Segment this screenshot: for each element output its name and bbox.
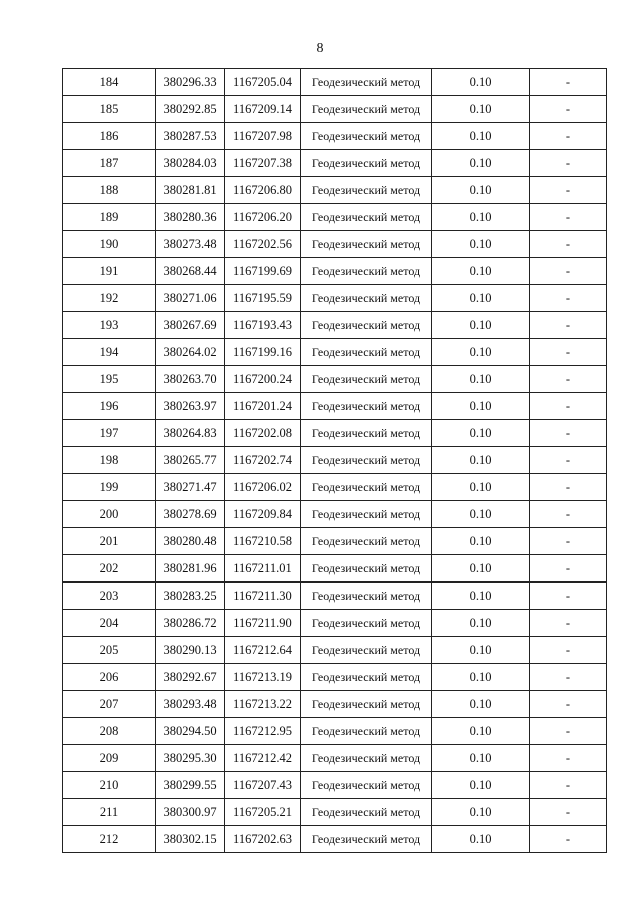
note-cell: - <box>530 691 607 718</box>
x-coordinate-cell: 380299.55 <box>156 772 225 799</box>
method-cell: Геодезический метод <box>301 285 432 312</box>
point-number-cell: 188 <box>63 177 156 204</box>
point-number-cell: 189 <box>63 204 156 231</box>
note-cell: - <box>530 366 607 393</box>
method-cell: Геодезический метод <box>301 204 432 231</box>
table-row <box>63 123 607 150</box>
note-cell: - <box>530 528 607 555</box>
table-row <box>63 96 607 123</box>
note-cell: - <box>530 718 607 745</box>
method-cell: Геодезический метод <box>301 691 432 718</box>
x-coordinate-cell: 380268.44 <box>156 258 225 285</box>
y-coordinate-cell: 1167202.56 <box>225 231 301 258</box>
y-coordinate-cell: 1167202.63 <box>225 826 301 853</box>
table-row <box>63 258 607 285</box>
y-coordinate-cell: 1167205.04 <box>225 69 301 96</box>
y-coordinate-cell: 1167212.64 <box>225 637 301 664</box>
x-coordinate-cell: 380287.53 <box>156 123 225 150</box>
error-cell: 0.10 <box>432 339 530 366</box>
method-cell: Геодезический метод <box>301 501 432 528</box>
x-coordinate-cell: 380267.69 <box>156 312 225 339</box>
table-row <box>63 312 607 339</box>
note-cell: - <box>530 339 607 366</box>
note-cell: - <box>530 123 607 150</box>
table-row <box>63 799 607 826</box>
error-cell: 0.10 <box>432 447 530 474</box>
note-cell: - <box>530 231 607 258</box>
error-cell: 0.10 <box>432 799 530 826</box>
table-row <box>63 339 607 366</box>
table-row <box>63 204 607 231</box>
note-cell: - <box>530 826 607 853</box>
error-cell: 0.10 <box>432 204 530 231</box>
table-row <box>63 366 607 393</box>
x-coordinate-cell: 380273.48 <box>156 231 225 258</box>
note-cell: - <box>530 150 607 177</box>
x-coordinate-cell: 380271.47 <box>156 474 225 501</box>
point-number-cell: 210 <box>63 772 156 799</box>
error-cell: 0.10 <box>432 393 530 420</box>
y-coordinate-cell: 1167207.43 <box>225 772 301 799</box>
y-coordinate-cell: 1167206.02 <box>225 474 301 501</box>
method-cell: Геодезический метод <box>301 231 432 258</box>
point-number-cell: 198 <box>63 447 156 474</box>
method-cell: Геодезический метод <box>301 312 432 339</box>
error-cell: 0.10 <box>432 664 530 691</box>
method-cell: Геодезический метод <box>301 637 432 664</box>
table-row <box>63 745 607 772</box>
method-cell: Геодезический метод <box>301 123 432 150</box>
error-cell: 0.10 <box>432 474 530 501</box>
error-cell: 0.10 <box>432 745 530 772</box>
note-cell: - <box>530 258 607 285</box>
point-number-cell: 205 <box>63 637 156 664</box>
x-coordinate-cell: 380292.85 <box>156 96 225 123</box>
note-cell: - <box>530 555 607 583</box>
error-cell: 0.10 <box>432 258 530 285</box>
y-coordinate-cell: 1167206.80 <box>225 177 301 204</box>
note-cell: - <box>530 610 607 637</box>
x-coordinate-cell: 380286.72 <box>156 610 225 637</box>
y-coordinate-cell: 1167205.21 <box>225 799 301 826</box>
point-number-cell: 192 <box>63 285 156 312</box>
note-cell: - <box>530 69 607 96</box>
table-row <box>63 664 607 691</box>
error-cell: 0.10 <box>432 718 530 745</box>
method-cell: Геодезический метод <box>301 610 432 637</box>
point-number-cell: 186 <box>63 123 156 150</box>
note-cell: - <box>530 582 607 610</box>
table-row <box>63 582 607 610</box>
y-coordinate-cell: 1167212.95 <box>225 718 301 745</box>
x-coordinate-cell: 380290.13 <box>156 637 225 664</box>
point-number-cell: 184 <box>63 69 156 96</box>
table-row <box>63 637 607 664</box>
method-cell: Геодезический метод <box>301 582 432 610</box>
method-cell: Геодезический метод <box>301 258 432 285</box>
y-coordinate-cell: 1167206.20 <box>225 204 301 231</box>
x-coordinate-cell: 380264.02 <box>156 339 225 366</box>
point-number-cell: 199 <box>63 474 156 501</box>
x-coordinate-cell: 380283.25 <box>156 582 225 610</box>
x-coordinate-cell: 380281.81 <box>156 177 225 204</box>
note-cell: - <box>530 285 607 312</box>
table-row <box>63 285 607 312</box>
point-number-cell: 200 <box>63 501 156 528</box>
x-coordinate-cell: 380292.67 <box>156 664 225 691</box>
y-coordinate-cell: 1167199.16 <box>225 339 301 366</box>
coordinates-table-wrapper <box>62 68 607 853</box>
point-number-cell: 203 <box>63 582 156 610</box>
point-number-cell: 196 <box>63 393 156 420</box>
point-number-cell: 185 <box>63 96 156 123</box>
y-coordinate-cell: 1167209.84 <box>225 501 301 528</box>
y-coordinate-cell: 1167202.08 <box>225 420 301 447</box>
y-coordinate-cell: 1167207.38 <box>225 150 301 177</box>
error-cell: 0.10 <box>432 285 530 312</box>
error-cell: 0.10 <box>432 123 530 150</box>
table-row <box>63 150 607 177</box>
point-number-cell: 201 <box>63 528 156 555</box>
error-cell: 0.10 <box>432 691 530 718</box>
table-row <box>63 610 607 637</box>
point-number-cell: 212 <box>63 826 156 853</box>
point-number-cell: 204 <box>63 610 156 637</box>
note-cell: - <box>530 799 607 826</box>
method-cell: Геодезический метод <box>301 745 432 772</box>
method-cell: Геодезический метод <box>301 96 432 123</box>
method-cell: Геодезический метод <box>301 718 432 745</box>
x-coordinate-cell: 380295.30 <box>156 745 225 772</box>
x-coordinate-cell: 380278.69 <box>156 501 225 528</box>
x-coordinate-cell: 380293.48 <box>156 691 225 718</box>
x-coordinate-cell: 380265.77 <box>156 447 225 474</box>
note-cell: - <box>530 474 607 501</box>
method-cell: Геодезический метод <box>301 826 432 853</box>
note-cell: - <box>530 96 607 123</box>
note-cell: - <box>530 312 607 339</box>
method-cell: Геодезический метод <box>301 664 432 691</box>
table-row <box>63 691 607 718</box>
y-coordinate-cell: 1167210.58 <box>225 528 301 555</box>
x-coordinate-cell: 380284.03 <box>156 150 225 177</box>
y-coordinate-cell: 1167211.30 <box>225 582 301 610</box>
coordinates-table <box>62 68 607 853</box>
error-cell: 0.10 <box>432 420 530 447</box>
table-row <box>63 393 607 420</box>
method-cell: Геодезический метод <box>301 799 432 826</box>
point-number-cell: 194 <box>63 339 156 366</box>
error-cell: 0.10 <box>432 528 530 555</box>
method-cell: Геодезический метод <box>301 339 432 366</box>
method-cell: Геодезический метод <box>301 528 432 555</box>
error-cell: 0.10 <box>432 150 530 177</box>
table-row <box>63 501 607 528</box>
y-coordinate-cell: 1167195.59 <box>225 285 301 312</box>
y-coordinate-cell: 1167193.43 <box>225 312 301 339</box>
table-row <box>63 772 607 799</box>
table-row <box>63 177 607 204</box>
note-cell: - <box>530 447 607 474</box>
y-coordinate-cell: 1167209.14 <box>225 96 301 123</box>
table-row <box>63 420 607 447</box>
table-row <box>63 447 607 474</box>
y-coordinate-cell: 1167202.74 <box>225 447 301 474</box>
error-cell: 0.10 <box>432 610 530 637</box>
method-cell: Геодезический метод <box>301 420 432 447</box>
error-cell: 0.10 <box>432 69 530 96</box>
error-cell: 0.10 <box>432 177 530 204</box>
x-coordinate-cell: 380280.36 <box>156 204 225 231</box>
error-cell: 0.10 <box>432 231 530 258</box>
x-coordinate-cell: 380271.06 <box>156 285 225 312</box>
note-cell: - <box>530 745 607 772</box>
error-cell: 0.10 <box>432 501 530 528</box>
method-cell: Геодезический метод <box>301 177 432 204</box>
table-row <box>63 231 607 258</box>
x-coordinate-cell: 380281.96 <box>156 555 225 583</box>
x-coordinate-cell: 380263.70 <box>156 366 225 393</box>
y-coordinate-cell: 1167211.90 <box>225 610 301 637</box>
note-cell: - <box>530 420 607 447</box>
table-row <box>63 826 607 853</box>
method-cell: Геодезический метод <box>301 366 432 393</box>
note-cell: - <box>530 637 607 664</box>
note-cell: - <box>530 393 607 420</box>
y-coordinate-cell: 1167213.19 <box>225 664 301 691</box>
note-cell: - <box>530 177 607 204</box>
x-coordinate-cell: 380263.97 <box>156 393 225 420</box>
point-number-cell: 209 <box>63 745 156 772</box>
error-cell: 0.10 <box>432 582 530 610</box>
point-number-cell: 208 <box>63 718 156 745</box>
note-cell: - <box>530 772 607 799</box>
error-cell: 0.10 <box>432 366 530 393</box>
table-row <box>63 555 607 583</box>
x-coordinate-cell: 380294.50 <box>156 718 225 745</box>
y-coordinate-cell: 1167200.24 <box>225 366 301 393</box>
method-cell: Геодезический метод <box>301 447 432 474</box>
method-cell: Геодезический метод <box>301 150 432 177</box>
method-cell: Геодезический метод <box>301 474 432 501</box>
error-cell: 0.10 <box>432 312 530 339</box>
point-number-cell: 190 <box>63 231 156 258</box>
table-row <box>63 528 607 555</box>
y-coordinate-cell: 1167212.42 <box>225 745 301 772</box>
error-cell: 0.10 <box>432 555 530 583</box>
point-number-cell: 211 <box>63 799 156 826</box>
x-coordinate-cell: 380302.15 <box>156 826 225 853</box>
point-number-cell: 187 <box>63 150 156 177</box>
point-number-cell: 207 <box>63 691 156 718</box>
table-row <box>63 69 607 96</box>
method-cell: Геодезический метод <box>301 393 432 420</box>
point-number-cell: 197 <box>63 420 156 447</box>
error-cell: 0.10 <box>432 826 530 853</box>
error-cell: 0.10 <box>432 637 530 664</box>
coordinates-table-body <box>63 69 607 853</box>
x-coordinate-cell: 380300.97 <box>156 799 225 826</box>
y-coordinate-cell: 1167201.24 <box>225 393 301 420</box>
note-cell: - <box>530 204 607 231</box>
point-number-cell: 193 <box>63 312 156 339</box>
table-row <box>63 718 607 745</box>
error-cell: 0.10 <box>432 96 530 123</box>
x-coordinate-cell: 380264.83 <box>156 420 225 447</box>
y-coordinate-cell: 1167213.22 <box>225 691 301 718</box>
y-coordinate-cell: 1167211.01 <box>225 555 301 583</box>
point-number-cell: 206 <box>63 664 156 691</box>
page-number: 8 <box>316 41 324 56</box>
x-coordinate-cell: 380296.33 <box>156 69 225 96</box>
note-cell: - <box>530 501 607 528</box>
point-number-cell: 202 <box>63 555 156 583</box>
note-cell: - <box>530 664 607 691</box>
point-number-cell: 195 <box>63 366 156 393</box>
x-coordinate-cell: 380280.48 <box>156 528 225 555</box>
point-number-cell: 191 <box>63 258 156 285</box>
y-coordinate-cell: 1167207.98 <box>225 123 301 150</box>
method-cell: Геодезический метод <box>301 772 432 799</box>
y-coordinate-cell: 1167199.69 <box>225 258 301 285</box>
method-cell: Геодезический метод <box>301 555 432 583</box>
table-row <box>63 474 607 501</box>
error-cell: 0.10 <box>432 772 530 799</box>
method-cell: Геодезический метод <box>301 69 432 96</box>
